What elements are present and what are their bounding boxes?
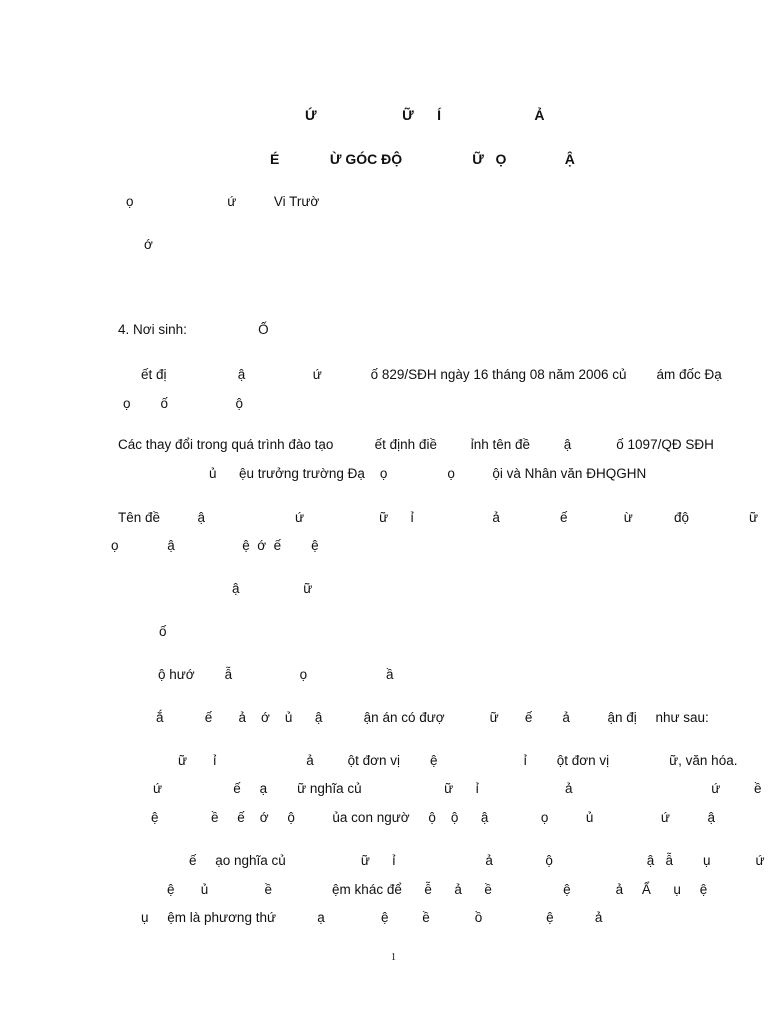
student-name-line: ọ ứ Vi Trườ xyxy=(126,194,320,209)
document-title-line-2: É Ừ GÓC ĐỘ Ữ Ọ Ậ xyxy=(270,151,575,167)
page-number: 1 xyxy=(391,952,396,963)
major-code-line: ố xyxy=(159,624,167,639)
advisor-line: ộ hướ ẫ ọ ầ xyxy=(158,667,394,682)
summary-paragraph-1-line-1: ữ ỉ ả ột đơn vị ệ ỉ ột đơn vị ữ, văn hóa. xyxy=(178,753,738,768)
topic-line-1: Tên đề ậ ứ ữ ỉ ả ế ừ độ ữ xyxy=(118,510,759,525)
birthplace-line: 4. Nơi sinh: Ố xyxy=(118,322,269,337)
summary-intro-line: ắ ế ả ớ ủ ậ ận án có đượ ữ ế ả ận đị như sau: xyxy=(156,710,709,725)
changes-line-2: ủ ệu trưởng trường Đạ ọ ọ ội và Nhân văn ĐHQGHN xyxy=(209,466,647,481)
summary-paragraph-2-line-1: ế ạo nghĩa củ ữ ỉ ả ộ ậ ẫ ụ ứ xyxy=(189,853,765,868)
summary-paragraph-1-line-3: ệ ề ế ớ ộ ủa con ngườ ộ ộ ậ ọ ủ ứ ậ xyxy=(151,810,715,825)
summary-paragraph-1-line-2: ứ ế ạ ữ nghĩa củ ữ ỉ ả ứ ề xyxy=(153,781,762,796)
summary-paragraph-2-line-3: ụ ệm là phương thứ ạ ệ ề ồ ệ ả xyxy=(141,910,603,925)
major-line: ậ ữ xyxy=(232,581,313,596)
topic-line-2: ọ ậ ệ ớ ế ệ xyxy=(111,538,319,553)
document-title-line-1: Ứ Ữ Í Ả xyxy=(305,107,545,123)
changes-line-1: Các thay đổi trong quá trình đào tạo ết định điề ỉnh tên đề ậ ố 1097/QĐ SĐH xyxy=(118,437,714,452)
decision-line-1: ết đị ậ ứ ố 829/SĐH ngày 16 tháng 08 năm 2006 củ ám đốc Đạ xyxy=(141,367,722,382)
decision-line-2: ọ ố ộ xyxy=(123,396,244,411)
gender-line: ớ xyxy=(144,237,153,252)
summary-paragraph-2-line-2: ệ ủ ề ệm khác để ễ ả ề ệ ả Ẩ ụ ệ xyxy=(167,882,708,897)
